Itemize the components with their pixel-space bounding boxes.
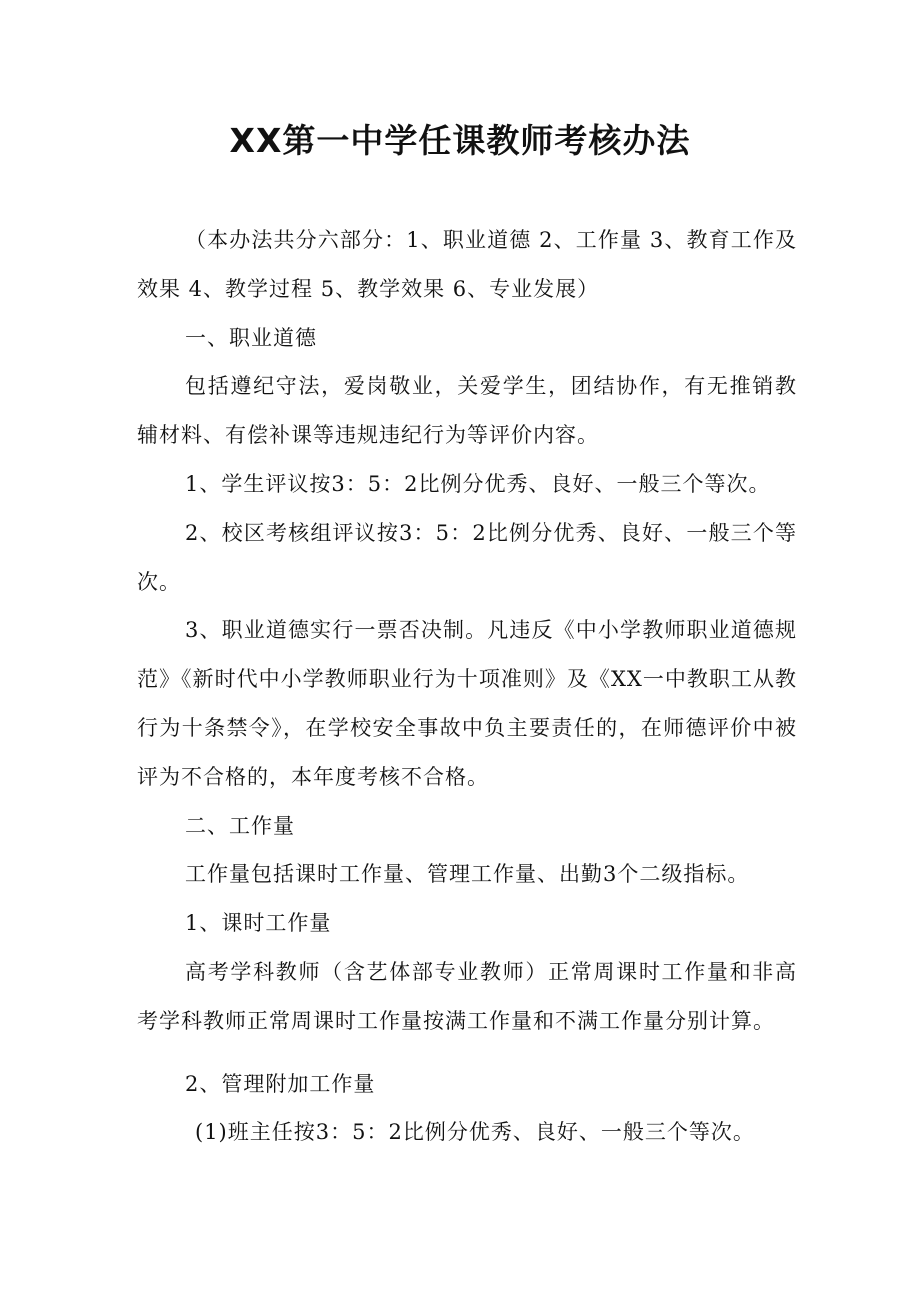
document-body	[137, 216, 797, 1157]
section-heading-workload: 二、工作量	[185, 813, 295, 838]
document-title: XX第一中学任课教师考核办法	[229, 121, 691, 160]
section-heading-professional-ethics: 一、职业道德	[185, 325, 317, 350]
ethics-item-2: 2、校区考核组评议按3：5：2比例分优秀、良好、一般三个等次。	[137, 520, 797, 594]
workload-description: 工作量包括课时工作量、管理工作量、出勤3个二级指标。	[185, 862, 750, 887]
management-item-1: (1)班主任按3：5：2比例分优秀、良好、一般三个等次。	[195, 1120, 755, 1145]
subheading-class-hours: 1、课时工作量	[185, 911, 332, 936]
ethics-description: 包括遵纪守法，爱岗敬业，关爱学生，团结协作，有无推销教辅材料、有偿补课等违规违纪行为等评价内容。	[137, 374, 797, 448]
subheading-management-workload: 2、管理附加工作量	[185, 1071, 376, 1096]
intro-note: （本办法共分六部分：1、职业道德 2、工作量 3、教育工作及效果 4、教学过程 5、教学效果 6、专业发展）	[137, 228, 797, 301]
ethics-item-3: 3、职业道德实行一票否决制。凡违反《中小学教师职业道德规范》《新时代中小学教师职业行为十项准则》及《XX一中教职工从教行为十条禁令》，在学校安全事故中负主要责任的，在师德评价中被评为不合格的，本年度考核不合格。	[137, 618, 797, 789]
class-hours-description: 高考学科教师（含艺体部专业教师）正常周课时工作量和非高考学科教师正常周课时工作量按满工作量和不满工作量分别计算。	[137, 959, 797, 1033]
ethics-item-1: 1、学生评议按3：5：2比例分优秀、良好、一般三个等次。	[185, 471, 771, 496]
